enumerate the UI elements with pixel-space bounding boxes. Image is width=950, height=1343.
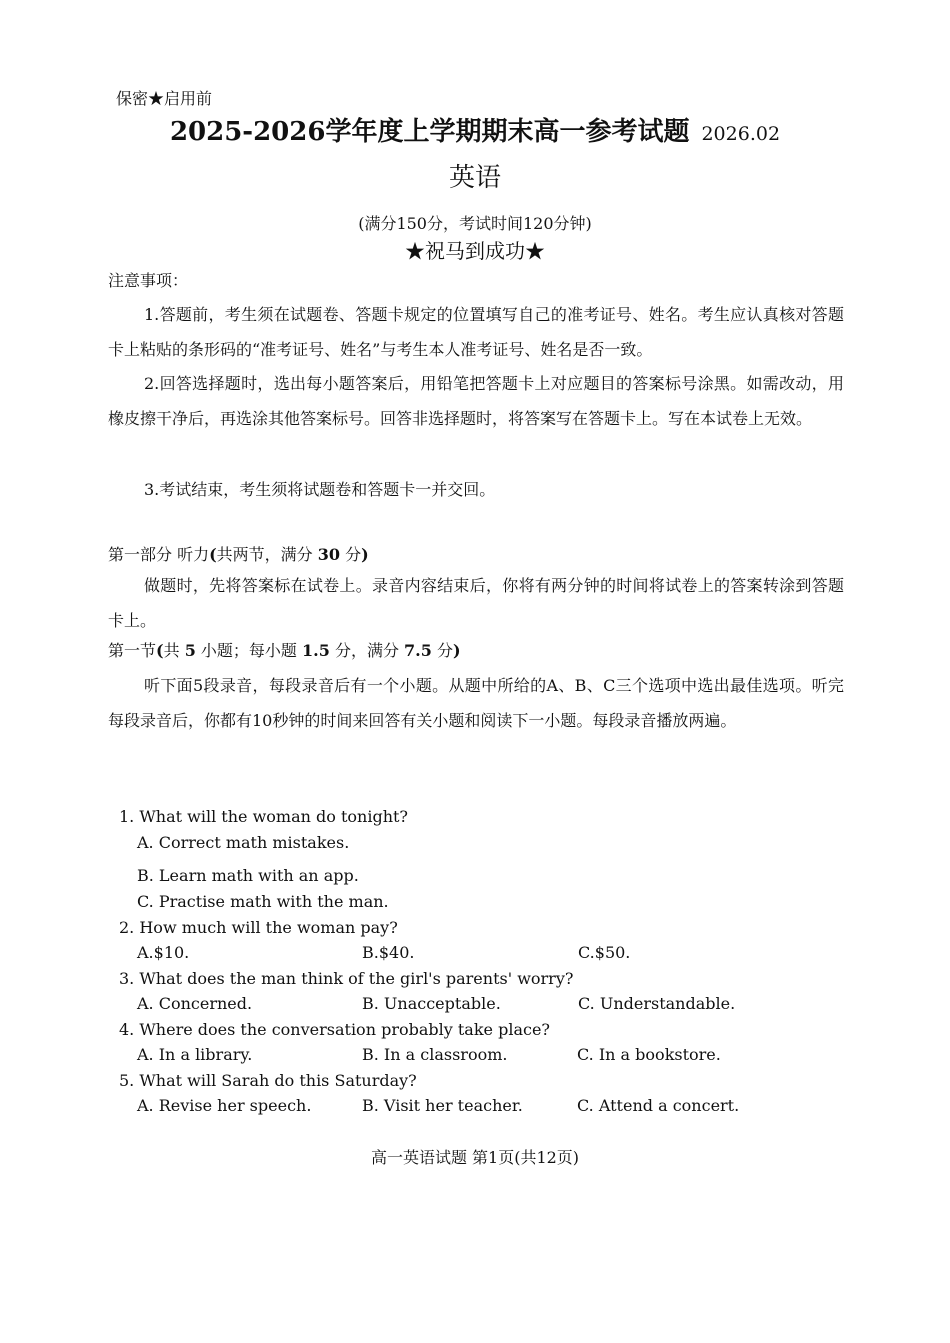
question-3-stem: 3. What does the man think of the girl's parents' worry? <box>119 969 574 988</box>
question-1-option-a: A. Correct math mistakes. <box>137 833 350 852</box>
note-item-1: 1.答题前，考生须在试题卷、答题卡规定的位置填写自己的准考证号、姓名。考生应认真核对答题卡上粘贴的条形码的“准考证号、姓名”与考生本人准考证号、姓名是否一致。 <box>108 305 844 359</box>
note-item-3: 3.考试结束，考生须将试题卷和答题卡一并交回。 <box>144 480 496 499</box>
question-5-option-a: A. Revise her speech. <box>137 1096 312 1115</box>
note-item-2: 2.回答选择题时，选出每小题答案后，用铅笔把答题卡上对应题目的答案标号涂黑。如需改动，用橡皮擦干净后，再选涂其他答案标号。回答非选择题时，将答案写在答题卡上。写在本试卷上无效。 <box>108 374 844 428</box>
part1-title: 第一部分 听力(共两节，满分 30 分) <box>108 545 369 564</box>
question-4-option-a: A. In a library. <box>137 1045 253 1064</box>
question-2-option-a: A.$10. <box>137 943 190 962</box>
question-3-option-a: A. Concerned. <box>137 994 253 1013</box>
question-2-stem: 2. How much will the woman pay? <box>119 918 398 937</box>
subject-title: 英语 <box>448 163 501 193</box>
question-4-stem: 4. Where does the conversation probably take place? <box>119 1020 550 1039</box>
question-2-option-c: C.$50. <box>578 943 631 962</box>
question-5-option-c: C. Attend a concert. <box>577 1096 740 1115</box>
question-4-option-c: C. In a bookstore. <box>577 1045 721 1064</box>
section1-title: 第一节(共 5 小题；每小题 1.5 分，满分 7.5 分) <box>108 641 461 660</box>
confidential-mark: 保密★启用前 <box>116 89 213 108</box>
question-4-option-b: B. In a classroom. <box>362 1045 508 1064</box>
exam-title-text: 2025-2026学年度上学期期末高一参考试题 <box>169 117 690 147</box>
exam-title <box>0 111 950 148</box>
page-footer: 高一英语试题 第1页(共12页) <box>370 1148 580 1167</box>
question-1-option-c: C. Practise math with the man. <box>137 892 389 911</box>
section1-intro: 听下面5段录音，每段录音后有一个小题。从题中所给的A、B、C三个选项中选出最佳选项。听完每段录音后，你都有10秒钟的时间来回答有关小题和阅读下一小题。每段录音播放两遍。 <box>108 676 844 730</box>
good-luck-wish: ★祝马到成功★ <box>405 239 545 263</box>
notes-title: 注意事项： <box>108 271 189 290</box>
question-5-option-b: B. Visit her teacher. <box>362 1096 523 1115</box>
question-1-stem: 1. What will the woman do tonight? <box>119 807 409 826</box>
question-5-stem: 5. What will Sarah do this Saturday? <box>119 1071 417 1090</box>
score-info: (满分150分，考试时间120分钟) <box>358 214 592 233</box>
question-3-option-c: C. Understandable. <box>578 994 736 1013</box>
question-2-option-b: B.$40. <box>362 943 415 962</box>
question-3-option-b: B. Unacceptable. <box>362 994 501 1013</box>
part1-intro: 做题时，先将答案标在试卷上。录音内容结束后，你将有两分钟的时间将试卷上的答案转涂到答题卡上。 <box>108 576 844 630</box>
exam-date: 2026.02 <box>701 123 781 145</box>
question-1-option-b: B. Learn math with an app. <box>137 866 359 885</box>
